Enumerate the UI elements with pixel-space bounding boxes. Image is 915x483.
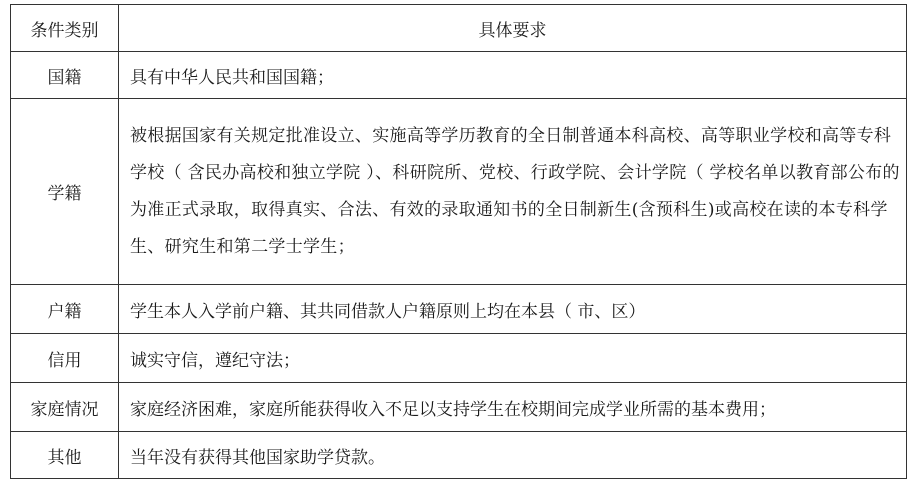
row-requirement-nationality: 具有中华人民共和国国籍；: [119, 52, 907, 99]
header-category: 条件类别: [11, 5, 119, 52]
row-category-household: 户籍: [11, 285, 119, 334]
table-row: [11, 334, 907, 383]
requirements-table: [10, 4, 907, 479]
table-row: [11, 285, 907, 334]
row-requirement-enrollment: 被根据国家有关规定批准设立、实施高等学历教育的全日制普通本科高校、高等职业学校和高等专科学校（ 含民办高校和独立学院 ）、科研院所、党校、行政学院、会计学院（ 学校名单以教育部公布的为准正式录取，取得真实、合法、有效的录取通知书的全日制新生(含预科生)或高校在读的本专科学生、研究生和第二学士学生；: [119, 99, 907, 285]
header-requirement: 具体要求: [119, 5, 907, 52]
row-category-nationality: 国籍: [11, 52, 119, 99]
row-category-enrollment: 学籍: [11, 99, 119, 285]
row-category-credit: 信用: [11, 334, 119, 383]
table-row: [11, 432, 907, 479]
row-category-family: 家庭情况: [11, 383, 119, 432]
row-requirement-credit: 诚实守信，遵纪守法；: [119, 334, 907, 383]
table-row: [11, 52, 907, 99]
table-header-row: [11, 5, 907, 52]
row-requirement-household: 学生本人入学前户籍、其共同借款人户籍原则上均在本县（ 市、区）: [119, 285, 907, 334]
row-requirement-other: 当年没有获得其他国家助学贷款。: [119, 432, 907, 479]
row-category-other: 其他: [11, 432, 119, 479]
row-requirement-family: 家庭经济困难，家庭所能获得收入不足以支持学生在校期间完成学业所需的基本费用；: [119, 383, 907, 432]
table-row: [11, 383, 907, 432]
table-row: [11, 99, 907, 285]
